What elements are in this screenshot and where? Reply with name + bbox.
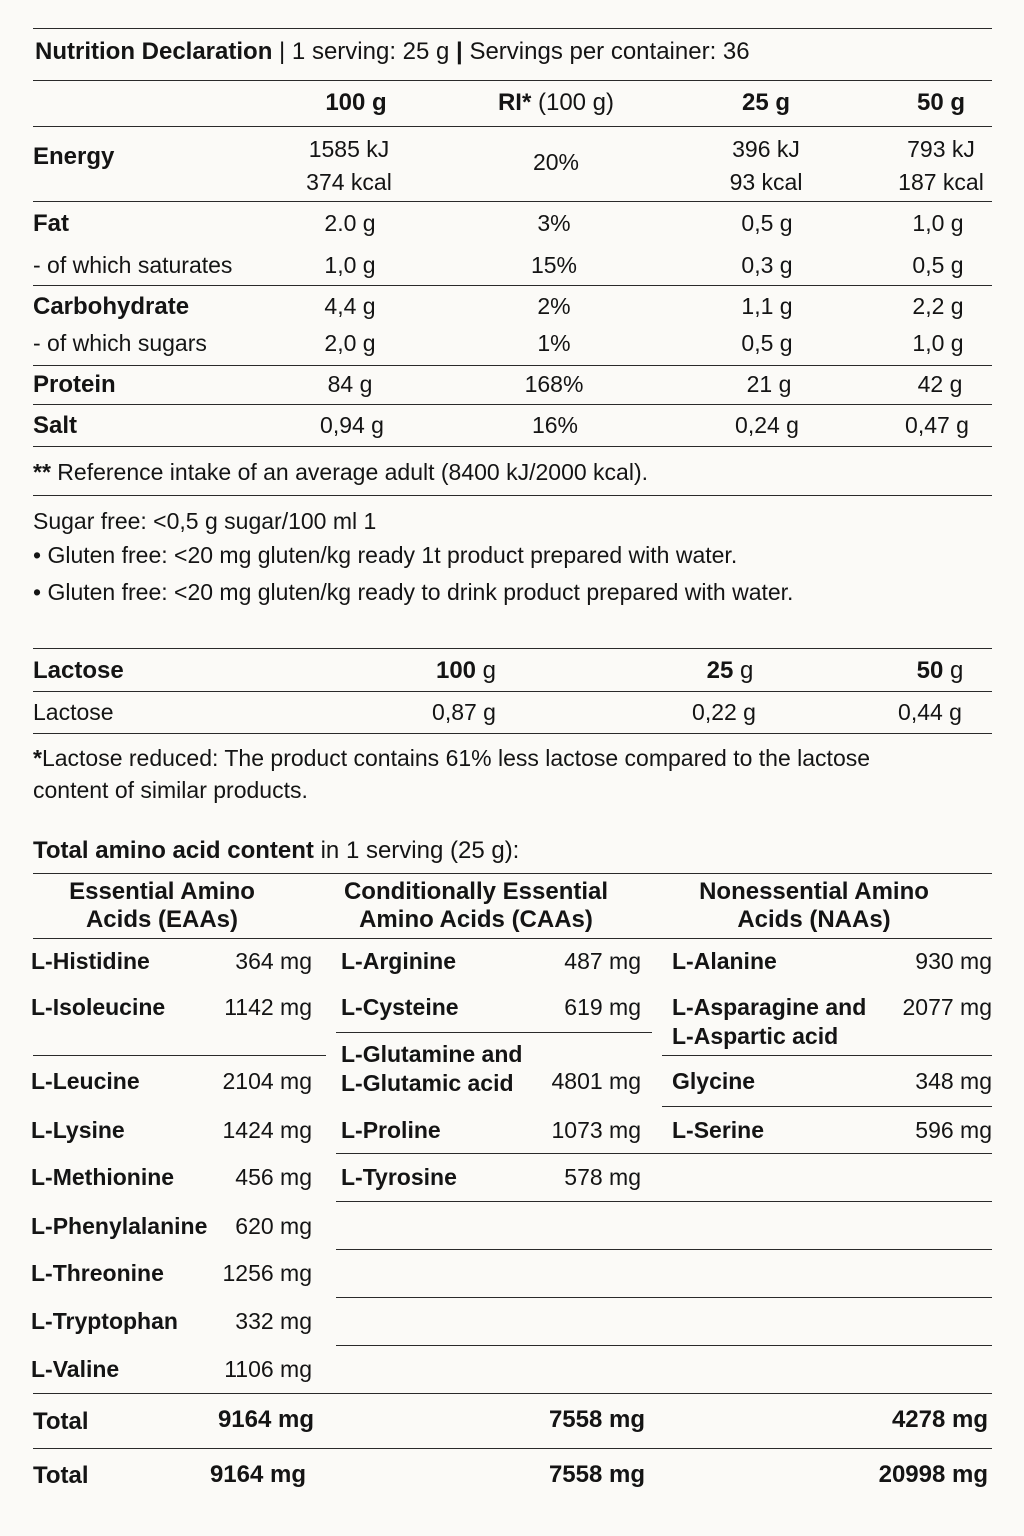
naa-name: L-Serine — [672, 1117, 765, 1143]
eaa-value: 1256 mg — [222, 1260, 312, 1286]
lactose-25g: 0,22 g — [692, 699, 756, 725]
lactose-col-50g-unit: g — [943, 657, 964, 684]
header-eaa — [69, 878, 255, 934]
eaa-name: L-Methionine — [31, 1164, 175, 1190]
eaa-name: L-Lysine — [31, 1117, 125, 1143]
energy-100g-kj: 1585 kJ — [308, 136, 390, 162]
salt-50g: 0,47 g — [905, 412, 969, 438]
eaa-name: L-Isoleucine — [31, 994, 166, 1020]
header-caa-line1: Conditionally Essential — [343, 878, 609, 905]
header-naa-line2: Acids (NAAs) — [737, 906, 891, 933]
row-label-protein: Protein — [33, 371, 116, 398]
eaa-name: L-Tryptophan — [31, 1308, 178, 1334]
salt-25g: 0,24 g — [735, 412, 799, 438]
caa-value: 619 mg — [564, 994, 641, 1020]
rule — [336, 1032, 652, 1033]
servings-per-container: Servings per container: 36 — [469, 38, 750, 65]
lactose-header-label: Lactose — [33, 657, 124, 684]
rule — [336, 1345, 992, 1346]
header-eaa-line2: Acids (EAAs) — [85, 906, 239, 933]
header-eaa-line1: Essential Amino — [69, 878, 255, 905]
col-header-25g: 25 g — [741, 89, 791, 116]
nutrition-title-line — [35, 38, 750, 66]
naa-value: 596 mg — [915, 1117, 992, 1143]
lactose-note-text1: Lactose reduced: The product contains 61% less lactose compared to the lactose — [41, 745, 871, 771]
fat-ri: 3% — [537, 210, 571, 236]
total-eaa: 9164 mg — [217, 1406, 314, 1433]
saturates-50g: 0,5 g — [912, 252, 964, 278]
sugars-ri: 1% — [537, 330, 571, 356]
rule — [33, 873, 992, 874]
rule — [33, 404, 992, 405]
footnote-mark: ** — [33, 459, 51, 485]
footnote-text: Reference intake of an average adult (8400 kJ/2000 kcal). — [50, 459, 648, 485]
lactose-100g: 0,87 g — [432, 699, 496, 725]
rule — [33, 648, 992, 649]
eaa-value: 620 mg — [235, 1213, 312, 1239]
lactose-col-100g-unit: g — [476, 657, 497, 684]
lactose-col-25g-num: 25 — [706, 657, 734, 684]
sugars-25g: 0,5 g — [741, 330, 793, 356]
eaa-value: 1142 mg — [224, 994, 312, 1020]
eaa-name: L-Valine — [31, 1356, 120, 1382]
sugars-100g: 2,0 g — [324, 330, 376, 356]
grand-total-label: Total — [33, 1462, 89, 1489]
naa-name: L-Alanine — [672, 948, 777, 974]
eaa-name: L-Histidine — [31, 948, 150, 974]
protein-50g: 42 g — [917, 371, 963, 397]
lactose-note-mark: * — [33, 745, 42, 771]
lactose-col-50g — [917, 657, 964, 685]
naa-name-asparagine — [672, 993, 866, 1051]
carbohydrate-50g: 2,2 g — [912, 293, 964, 319]
energy-ri: 20% — [532, 149, 580, 175]
caa-value: 4801 mg — [551, 1068, 641, 1094]
rule — [33, 80, 992, 81]
sugars-50g: 1,0 g — [912, 330, 964, 356]
protein-100g: 84 g — [327, 371, 373, 397]
header-naa-line1: Nonessential Amino — [699, 878, 929, 905]
grand-total-caa: 7558 mg — [548, 1461, 645, 1488]
caa-value: 578 mg — [564, 1164, 641, 1190]
col-header-100g: 100 g — [325, 89, 387, 116]
eaa-value: 456 mg — [235, 1164, 312, 1190]
rule — [336, 1249, 992, 1250]
rule — [33, 1448, 992, 1449]
servings-separator: | — [456, 38, 463, 65]
row-label-carbohydrate: Carbohydrate — [33, 293, 190, 320]
rule — [33, 733, 992, 734]
col-header-50g: 50 g — [916, 89, 966, 116]
header-naa — [699, 878, 929, 934]
amino-title-bold: Total amino acid content — [33, 837, 314, 864]
lactose-50g: 0,44 g — [898, 699, 962, 725]
rule — [336, 1153, 992, 1154]
lactose-col-25g-unit: g — [733, 657, 754, 684]
eaa-name: L-Threonine — [31, 1260, 164, 1286]
serving-info: | 1 serving: 25 g — [279, 38, 450, 65]
energy-50g-kj: 793 kJ — [907, 136, 975, 162]
row-label-saturates: - of which saturates — [33, 252, 233, 278]
note-sugar-free: Sugar free: <0,5 g sugar/100 ml 1 — [33, 508, 377, 534]
row-label-fat: Fat — [33, 210, 69, 237]
rule — [33, 201, 992, 202]
eaa-value: 332 mg — [235, 1308, 312, 1334]
rule — [662, 1055, 992, 1056]
energy-100g — [306, 133, 392, 199]
lactose-row-label: Lactose — [33, 699, 114, 725]
caa-value: 1073 mg — [551, 1117, 641, 1143]
eaa-value: 2104 mg — [222, 1068, 312, 1094]
note-gluten-free-2: • Gluten free: <20 mg gluten/kg ready to drink product prepared with water. — [33, 579, 794, 605]
grand-total-naa: 20998 mg — [878, 1461, 988, 1488]
energy-25g-kcal: 93 kcal — [729, 169, 803, 195]
lactose-col-100g — [436, 657, 496, 685]
naa-value: 2077 mg — [902, 994, 992, 1020]
energy-50g — [898, 133, 984, 199]
nutrition-title: Nutrition Declaration — [35, 38, 273, 65]
col-header-ri — [498, 89, 614, 117]
fat-100g: 2.0 g — [324, 210, 376, 236]
naa-name: Glycine — [672, 1068, 756, 1094]
energy-50g-kcal: 187 kcal — [898, 169, 984, 195]
row-label-salt: Salt — [33, 412, 78, 439]
fat-25g: 0,5 g — [741, 210, 793, 236]
caa-name: L-Cysteine — [341, 994, 459, 1020]
ri-unit: (100 g) — [531, 89, 615, 116]
rule — [336, 1297, 992, 1298]
ri-label: RI* — [497, 89, 532, 116]
rule — [33, 365, 992, 366]
rule — [33, 126, 992, 127]
caa-name-line1: L-Glutamine and — [341, 1041, 523, 1067]
header-caa — [344, 878, 608, 934]
note-gluten-free-1: • Gluten free: <20 mg gluten/kg ready 1t product prepared with water. — [33, 542, 738, 568]
rule — [33, 285, 992, 286]
rule — [33, 1393, 992, 1394]
caa-name-line2: L-Glutamic acid — [341, 1070, 514, 1096]
caa-name: L-Arginine — [341, 948, 456, 974]
eaa-name: L-Leucine — [31, 1068, 140, 1094]
amino-title-rest: in 1 serving (25 g): — [313, 837, 520, 864]
caa-name-glutamine — [341, 1040, 522, 1098]
protein-25g: 21 g — [746, 371, 792, 397]
rule-top — [33, 28, 992, 29]
ri-footnote — [33, 459, 648, 486]
row-label-sugars: - of which sugars — [33, 330, 207, 356]
lactose-note-line2: content of similar products. — [33, 777, 308, 803]
rule — [33, 1055, 326, 1056]
rule — [33, 495, 992, 496]
fat-50g: 1,0 g — [912, 210, 964, 236]
energy-25g-kj: 396 kJ — [732, 136, 800, 162]
carbohydrate-ri: 2% — [537, 293, 571, 319]
lactose-col-100g-num: 100 — [435, 657, 477, 684]
naa-name-line2: L-Aspartic acid — [672, 1023, 839, 1049]
amino-title — [33, 837, 519, 865]
carbohydrate-25g: 1,1 g — [741, 293, 793, 319]
row-label-energy: Energy — [33, 143, 115, 170]
rule — [662, 1106, 992, 1107]
salt-ri: 16% — [531, 412, 579, 438]
rule — [33, 691, 992, 692]
energy-25g — [730, 133, 803, 199]
total-caa: 7558 mg — [548, 1406, 645, 1433]
rule — [336, 1201, 992, 1202]
naa-value: 930 mg — [915, 948, 992, 974]
protein-ri: 168% — [524, 371, 584, 397]
salt-100g: 0,94 g — [320, 412, 384, 438]
rule — [33, 446, 992, 447]
lactose-note-line1 — [33, 745, 870, 772]
total-naa: 4278 mg — [891, 1406, 988, 1433]
eaa-value: 1106 mg — [224, 1356, 312, 1382]
caa-name: L-Proline — [341, 1117, 441, 1143]
naa-value: 348 mg — [915, 1068, 992, 1094]
saturates-ri: 15% — [530, 252, 578, 278]
saturates-100g: 1,0 g — [324, 252, 376, 278]
eaa-name: L-Phenylalanine — [31, 1213, 208, 1239]
naa-name-line1: L-Asparagine and — [672, 994, 867, 1020]
saturates-25g: 0,3 g — [741, 252, 793, 278]
carbohydrate-100g: 4,4 g — [324, 293, 376, 319]
header-caa-line2: Amino Acids (CAAs) — [359, 906, 593, 933]
caa-name: L-Tyrosine — [341, 1164, 457, 1190]
rule — [33, 938, 992, 939]
eaa-value: 364 mg — [235, 948, 312, 974]
energy-100g-kcal: 374 kcal — [306, 169, 392, 195]
total-label: Total — [33, 1408, 89, 1435]
caa-value: 487 mg — [564, 948, 641, 974]
lactose-col-25g — [707, 657, 754, 685]
lactose-col-50g-num: 50 — [916, 657, 944, 684]
grand-total-eaa: 9164 mg — [209, 1461, 306, 1488]
eaa-value: 1424 mg — [222, 1117, 312, 1143]
